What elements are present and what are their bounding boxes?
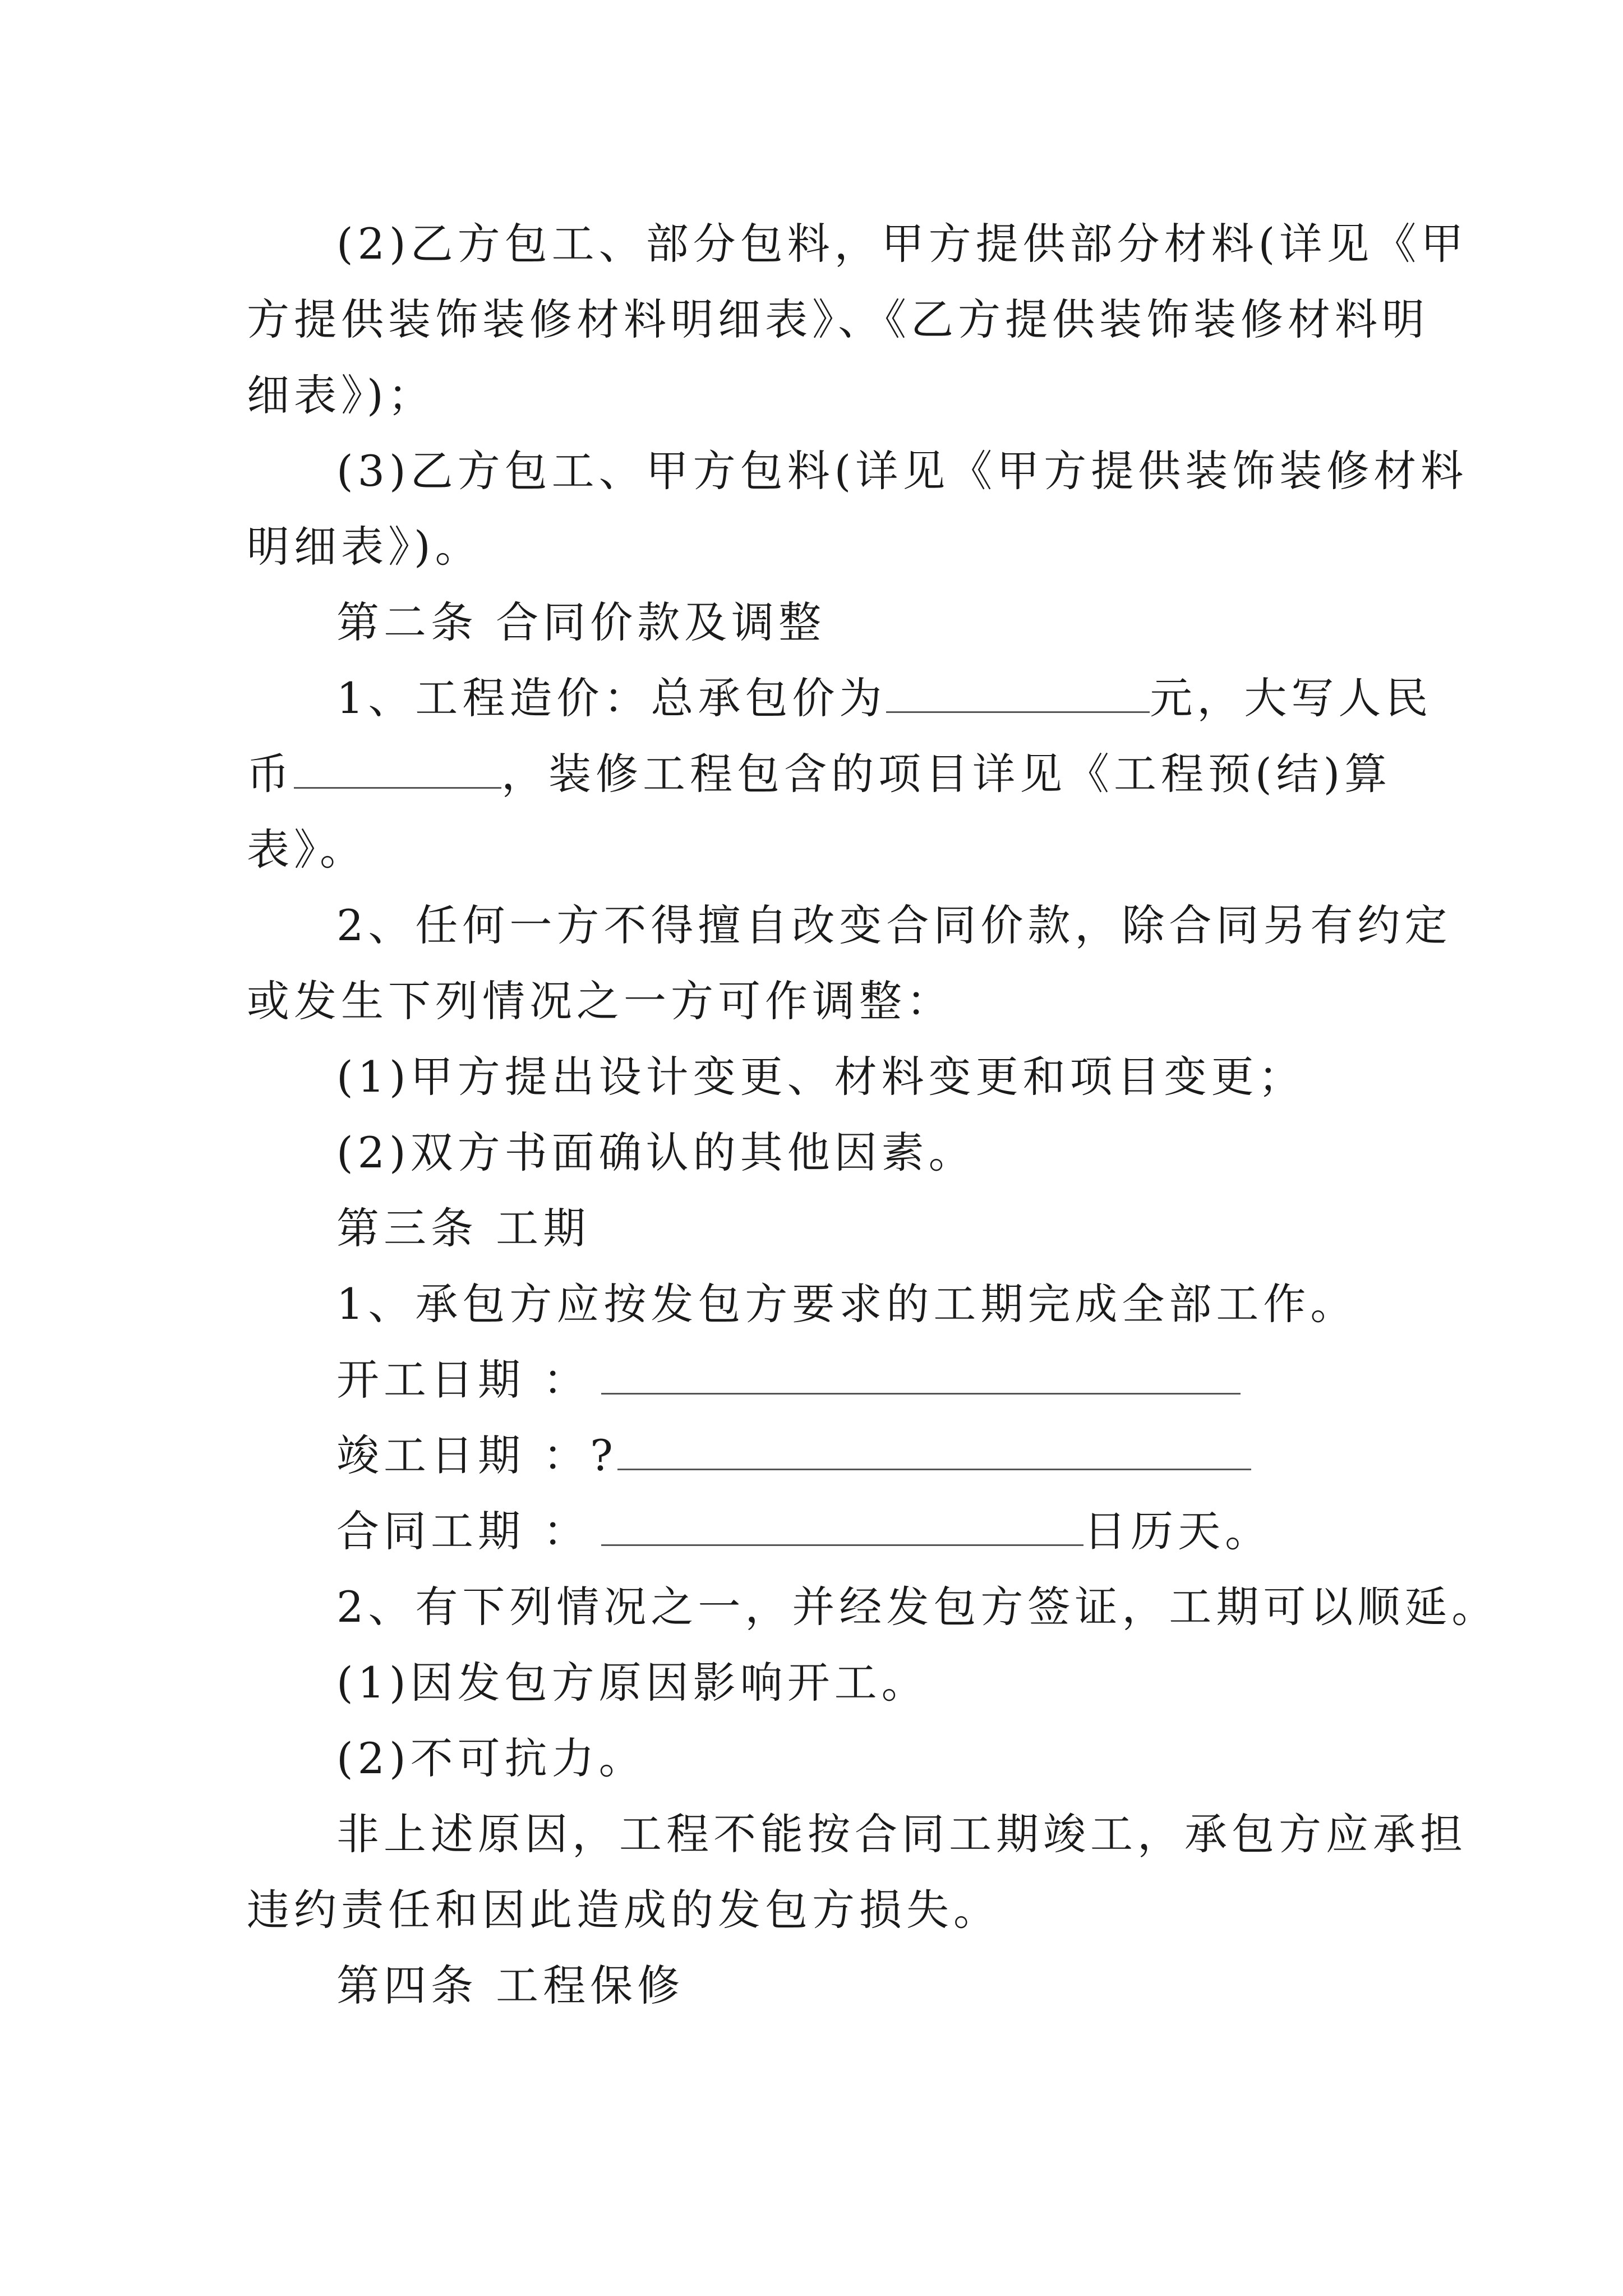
- text-line: 明细表》)。: [247, 522, 482, 572]
- text-line: (2)不可抗力。: [336, 1733, 646, 1783]
- text-line: 2、任何一方不得擅自改变合同价款，除合同另有约定: [336, 900, 1452, 950]
- start-date-line: 开工日期 ：: [336, 1352, 1241, 1408]
- section-heading: 第三条 工期: [336, 1203, 591, 1253]
- text-line: 或发生下列情况之一方可作调整：: [247, 976, 953, 1026]
- text-line: 2、有下列情况之一，并经发包方签证，工期可以顺延。: [336, 1582, 1499, 1632]
- text-line: (1)因发包方原因影响开工。: [336, 1658, 929, 1708]
- contract-period-line: 合同工期 ： 日历天。: [336, 1506, 1272, 1556]
- text-line: 细表》)；: [247, 370, 435, 420]
- text-line: 违约责任和因此造成的发包方损失。: [247, 1885, 1000, 1935]
- text-line: (1)甲方提出设计变更、材料变更和项目变更；: [336, 1052, 1306, 1102]
- start-date-blank: [601, 1359, 1241, 1395]
- price-words-blank: [294, 753, 501, 789]
- price-blank: [886, 678, 1150, 713]
- text-line: (2)乙方包工、部分包料，甲方提供部分材料(详见《甲: [336, 219, 1468, 269]
- completion-date-blank: [617, 1435, 1251, 1470]
- text-line: 方提供装饰装修材料明细表》、《乙方提供装饰装修材料明: [247, 295, 1429, 344]
- section-heading: 第二条 合同价款及调整: [336, 597, 826, 647]
- text-line: 币 ，装修工程包含的项目详见《工程预(结)算: [247, 749, 1392, 799]
- section-heading: 第四条 工程保修: [336, 1961, 685, 2010]
- text-line: 表》。: [247, 825, 367, 875]
- completion-date-line: 竣工日期 ：?: [336, 1428, 1251, 1484]
- text-line: 非上述原因，工程不能按合同工期竣工，承包方应承担: [336, 1809, 1467, 1859]
- text-line: (3)乙方包工、甲方包料(详见《甲方提供装饰装修材料: [336, 446, 1468, 496]
- contract-period-blank: [601, 1511, 1083, 1546]
- text-line: 1、工程造价：总承包价为 元，大写人民: [336, 673, 1433, 723]
- text-line: 1、承包方应按发包方要求的工期完成全部工作。: [336, 1279, 1358, 1329]
- text-line: (2)双方书面确认的其他因素。: [336, 1128, 976, 1177]
